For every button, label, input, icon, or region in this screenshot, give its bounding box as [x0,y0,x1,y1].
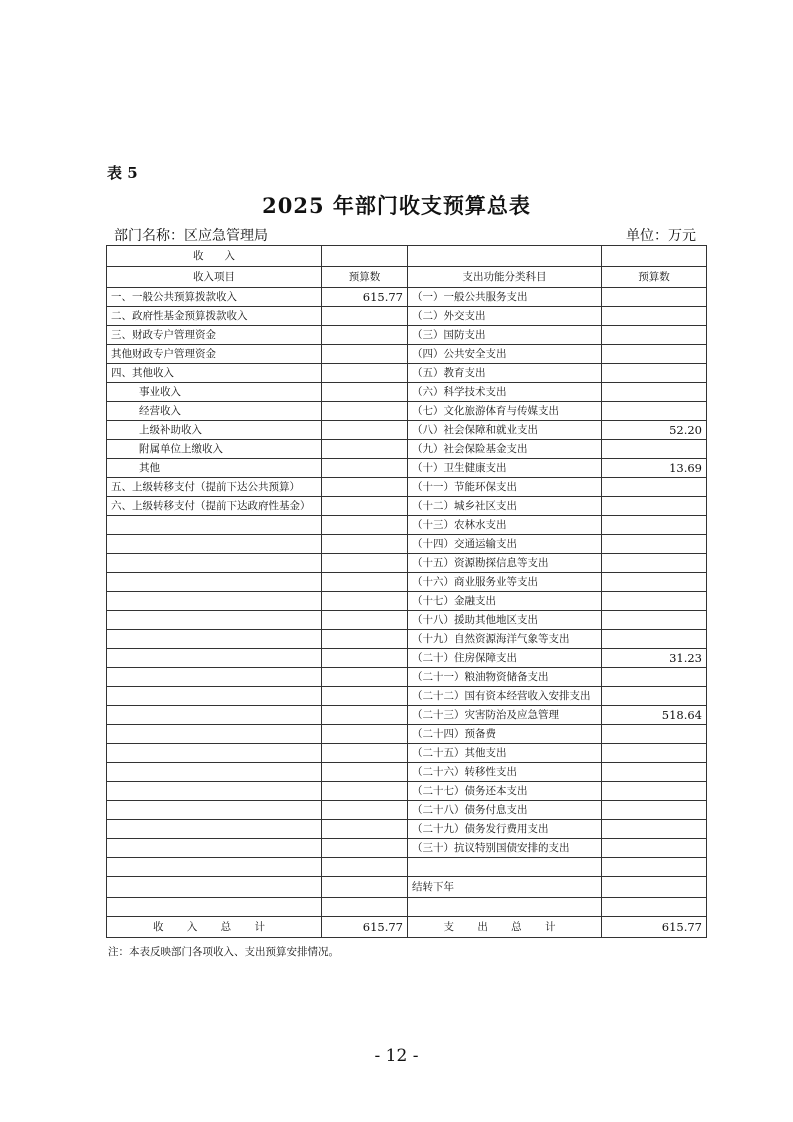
empty-cell [322,858,408,877]
expense-item-cell: （十四）交通运输支出 [408,535,602,554]
expense-amount-cell [602,497,707,516]
expense-item-cell: （五）教育支出 [408,364,602,383]
table-row [107,820,707,839]
expense-item-cell: （一）一般公共服务支出 [408,288,602,307]
income-amount-cell [322,516,408,535]
income-item-cell [107,725,322,744]
expense-amount-cell [602,383,707,402]
income-item-cell: 其他 [107,459,322,478]
expense-item-cell: （四）公共安全支出 [408,345,602,364]
income-amount-cell [322,649,408,668]
expense-amount-cell [602,820,707,839]
income-amount-cell [322,630,408,649]
expense-item-cell: （二十）住房保障支出 [408,649,602,668]
expense-amount-cell [602,573,707,592]
table-row [107,478,707,497]
income-amount-cell [322,611,408,630]
carryover-label: 结转下年 [408,877,602,898]
income-item-cell: 五、上级转移支付（提前下达公共预算） [107,478,322,497]
expense-item-cell: （二十三）灾害防治及应急管理 [408,706,602,725]
expense-item-cell: （十六）商业服务业等支出 [408,573,602,592]
income-item-cell [107,782,322,801]
table-note: 注：本表反映部门各项收入、支出预算安排情况。 [108,946,339,958]
expense-item-cell: （二十九）债务发行费用支出 [408,820,602,839]
income-group-header: 收 入 [107,246,322,267]
income-amount-cell [322,364,408,383]
expense-item-cell: （二）外交支出 [408,307,602,326]
expense-item-cell: （十七）金融支出 [408,592,602,611]
income-amount-cell [322,592,408,611]
income-item-cell: 事业收入 [107,383,322,402]
expense-amount-cell [602,535,707,554]
page-title: 2025 年部门收支预算总表 [262,193,531,218]
income-amount-cell [322,326,408,345]
expense-item-cell: （二十七）债务还本支出 [408,782,602,801]
income-amount-cell [322,554,408,573]
expense-item-cell: （十三）农林水支出 [408,516,602,535]
table-row [107,554,707,573]
expense-amount-cell: 13.69 [602,459,707,478]
table-row [107,364,707,383]
table-row [107,782,707,801]
income-item-cell [107,516,322,535]
expense-item-cell: （二十二）国有资本经营收入安排支出 [408,687,602,706]
table-row [107,744,707,763]
expense-amount-cell [602,307,707,326]
expense-amount-cell: 31.23 [602,649,707,668]
page-number: - 12 - [374,1046,419,1066]
table-row [107,858,707,877]
income-total-label: 收 入 总 计 [107,917,322,938]
table-row [107,326,707,345]
expense-item-cell: （七）文化旅游体育与传媒支出 [408,402,602,421]
table-row [107,535,707,554]
income-total-amount: 615.77 [322,917,408,938]
table-row [107,345,707,364]
income-item-cell: 一、一般公共预算拨款收入 [107,288,322,307]
income-item-cell [107,554,322,573]
table-row [107,459,707,478]
table-row [107,307,707,326]
income-amount-cell [322,478,408,497]
expense-amount-cell [602,478,707,497]
expense-amount-cell [602,744,707,763]
expense-item-cell: （六）科学技术支出 [408,383,602,402]
expense-item-cell: （十一）节能环保支出 [408,478,602,497]
income-amount-cell [322,706,408,725]
expense-amount-cell [602,592,707,611]
income-amount-cell [322,421,408,440]
income-amount-cell [322,820,408,839]
expense-item-cell: （十）卫生健康支出 [408,459,602,478]
income-item-cell [107,535,322,554]
table-row [107,687,707,706]
income-amount-cell [322,497,408,516]
column-header-row [107,267,707,288]
expense-amount-cell: 52.20 [602,421,707,440]
expense-amount-cell [602,364,707,383]
income-item-cell: 其他财政专户管理资金 [107,345,322,364]
empty-cell [107,898,322,917]
expense-amount-cell [602,440,707,459]
expense-item-cell: （三十）抗议特别国债安排的支出 [408,839,602,858]
table-row [107,592,707,611]
expense-amount-cell: 518.64 [602,706,707,725]
expense-item-cell: （三）国防支出 [408,326,602,345]
income-item-cell [107,668,322,687]
table-row [107,801,707,820]
expense-total-amount: 615.77 [602,917,707,938]
table-row [107,440,707,459]
expense-amount-cell [602,326,707,345]
income-item-cell: 经营收入 [107,402,322,421]
expense-amount-cell [602,763,707,782]
totals-row [107,917,707,938]
table-row [107,668,707,687]
income-item-cell [107,592,322,611]
income-item-cell [107,630,322,649]
expense-item-cell: （二十四）预备费 [408,725,602,744]
expense-amount-cell [602,839,707,858]
table-row [107,402,707,421]
expense-item-cell: （十九）自然资源海洋气象等支出 [408,630,602,649]
expense-item-cell: （十二）城乡社区支出 [408,497,602,516]
expense-amount-cell [602,402,707,421]
income-item-cell [107,687,322,706]
income-amount-cell [322,725,408,744]
income-amount-cell [322,687,408,706]
income-item-cell [107,801,322,820]
expense-amount-cell [602,554,707,573]
income-item-cell [107,611,322,630]
expense-amount-cell [602,516,707,535]
income-amount-cell [322,307,408,326]
income-item-cell: 附属单位上缴收入 [107,440,322,459]
empty-cell [602,858,707,877]
empty-cell [408,898,602,917]
expense-amount-cell [602,801,707,820]
income-amount-cell [322,801,408,820]
income-item-cell: 二、政府性基金预算拨款收入 [107,307,322,326]
income-amount-cell [322,383,408,402]
empty-cell [107,877,322,898]
income-item-cell: 上级补助收入 [107,421,322,440]
income-amount-cell [322,839,408,858]
expense-item-cell: （九）社会保险基金支出 [408,440,602,459]
expense-amount-cell [602,725,707,744]
income-item-cell [107,839,322,858]
empty-cell [408,246,602,267]
income-item-cell: 四、其他收入 [107,364,322,383]
department-name: 部门名称：区应急管理局 [114,228,268,244]
table-number: 表 5 [107,164,138,182]
empty-cell [322,877,408,898]
income-amount-cell [322,782,408,801]
income-item-header: 收入项目 [107,267,322,288]
table-row [107,573,707,592]
expense-total-label: 支 出 总 计 [408,917,602,938]
table-row [107,421,707,440]
empty-cell [408,858,602,877]
table-row [107,898,707,917]
table-row [107,649,707,668]
expense-item-cell: （二十五）其他支出 [408,744,602,763]
carryover-row [107,877,707,898]
empty-cell [322,898,408,917]
expense-amount-cell [602,611,707,630]
table-row [107,288,707,307]
expense-amount-cell [602,288,707,307]
empty-cell [602,246,707,267]
expense-amount-cell [602,668,707,687]
income-item-cell: 六、上级转移支付（提前下达政府性基金） [107,497,322,516]
empty-cell [322,246,408,267]
table-row [107,383,707,402]
income-amount-cell [322,345,408,364]
carryover-amount [602,877,707,898]
unit-label: 单位：万元 [626,228,696,244]
income-amount-cell [322,573,408,592]
expense-item-cell: （二十一）粮油物资储备支出 [408,668,602,687]
income-amount-cell [322,402,408,421]
income-item-cell [107,706,322,725]
expense-item-header: 支出功能分类科目 [408,267,602,288]
expense-item-cell: （二十八）债务付息支出 [408,801,602,820]
income-amount-header: 预算数 [322,267,408,288]
expense-amount-cell [602,782,707,801]
empty-cell [107,858,322,877]
table-row [107,706,707,725]
table-row [107,763,707,782]
expense-item-cell: （二十六）转移性支出 [408,763,602,782]
table-row [107,611,707,630]
income-amount-cell [322,744,408,763]
income-amount-cell [322,459,408,478]
table-row [107,497,707,516]
expense-amount-header: 预算数 [602,267,707,288]
income-amount-cell: 615.77 [322,288,408,307]
table-row [107,725,707,744]
expense-item-cell: （十五）资源勘探信息等支出 [408,554,602,573]
expense-amount-cell [602,687,707,706]
income-item-cell [107,649,322,668]
income-amount-cell [322,440,408,459]
income-amount-cell [322,763,408,782]
income-item-cell: 三、财政专户管理资金 [107,326,322,345]
income-item-cell [107,763,322,782]
header-group-row [107,246,707,267]
empty-cell [602,898,707,917]
income-item-cell [107,820,322,839]
table-row [107,839,707,858]
expense-amount-cell [602,630,707,649]
expense-item-cell: （十八）援助其他地区支出 [408,611,602,630]
budget-table [106,245,707,938]
income-item-cell [107,573,322,592]
expense-item-cell: （八）社会保障和就业支出 [408,421,602,440]
expense-amount-cell [602,345,707,364]
income-item-cell [107,744,322,763]
table-row [107,630,707,649]
table-row [107,516,707,535]
income-amount-cell [322,668,408,687]
income-amount-cell [322,535,408,554]
